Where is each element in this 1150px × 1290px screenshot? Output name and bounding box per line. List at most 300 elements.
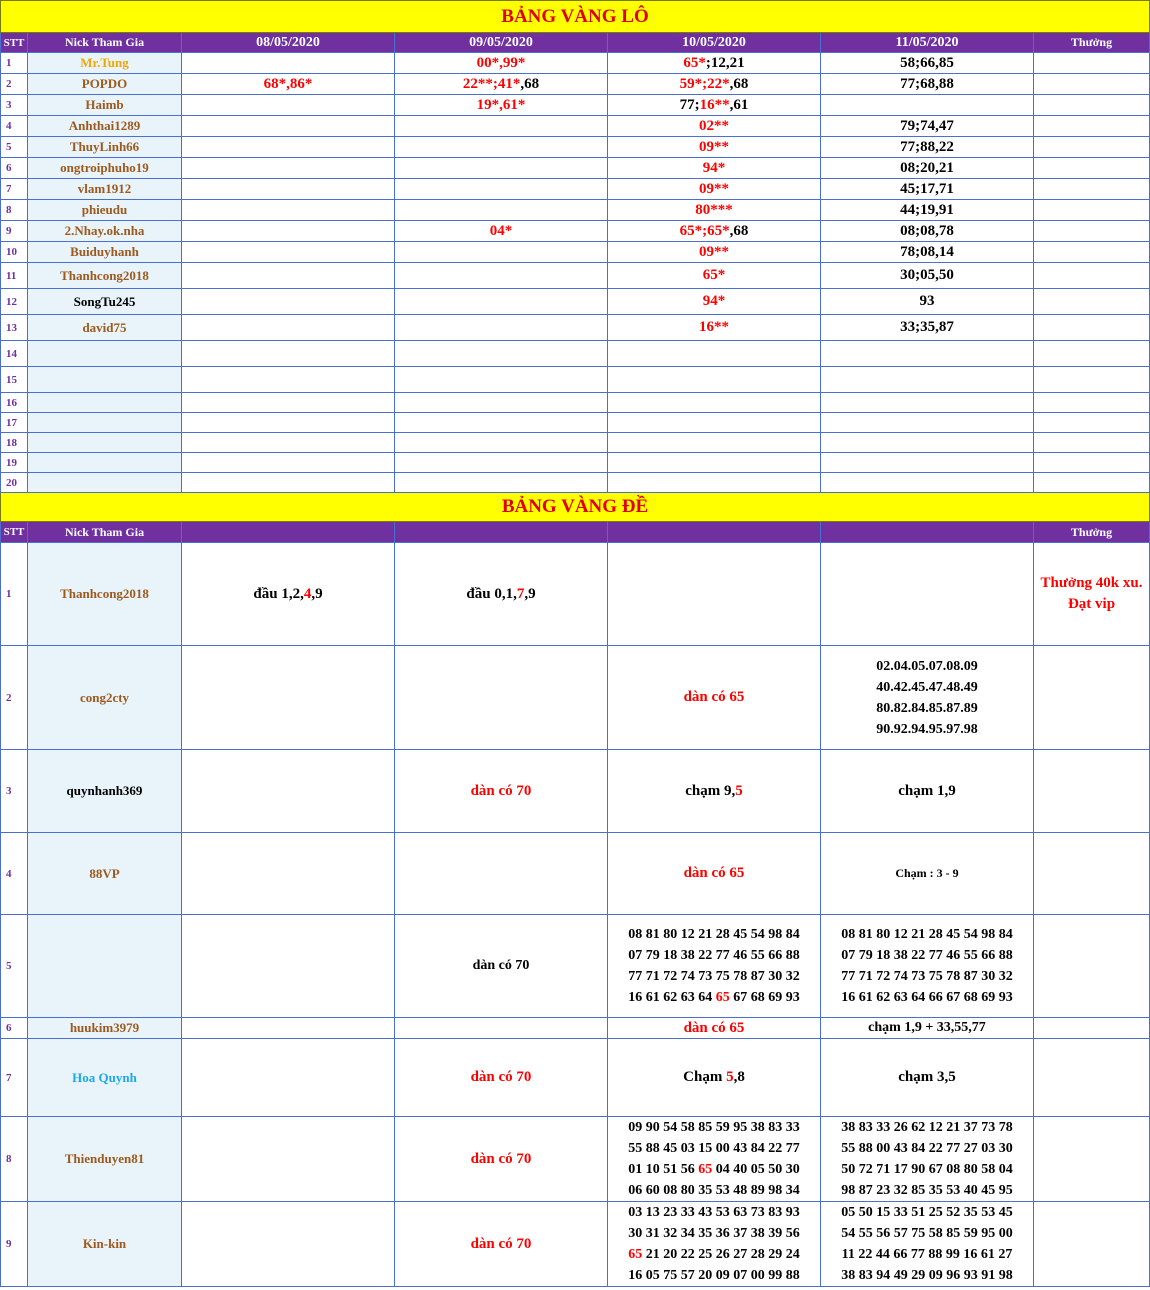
- row-nick: Haimb: [28, 95, 182, 116]
- de-title: BẢNG VÀNG ĐỀ: [1, 493, 1150, 522]
- number-line: 50 72 71 17 90 67 08 80 58 04: [841, 1162, 1013, 1177]
- cell-reward: [1034, 1039, 1150, 1117]
- table-row: [1, 750, 1150, 833]
- table-row: [1, 915, 1150, 1018]
- cell-1105: [821, 341, 1034, 367]
- header-date-1105: 11/05/2020: [821, 33, 1034, 53]
- row-nick: Hoa Quynh: [28, 1039, 182, 1117]
- cell-0805: [182, 200, 395, 221]
- number-line: 07 79 18 38 22 77 46 55 66 88: [628, 948, 800, 963]
- header-date-1005: 10/05/2020: [608, 33, 821, 53]
- row-stt: 5: [1, 915, 28, 1018]
- cell-0805: [182, 242, 395, 263]
- cell-part: ,68: [729, 75, 749, 92]
- row-nick: ThuyLinh66: [28, 137, 182, 158]
- header-date-0905: 09/05/2020: [395, 33, 608, 53]
- cell-part: 65: [715, 990, 730, 1005]
- row-nick: 2.Nhay.ok.nha: [28, 221, 182, 242]
- cell-1105: 33;35,87: [821, 315, 1034, 341]
- cell-1005: [608, 74, 821, 95]
- cell-0805: [182, 137, 395, 158]
- cell-1105: [821, 433, 1034, 453]
- cell-0905: dàn có 70: [395, 1117, 608, 1202]
- number-line: 09 90 54 58 85 59 95 38 83 33: [628, 1120, 800, 1135]
- row-nick: [28, 367, 182, 393]
- cell-part: ,68: [729, 222, 749, 239]
- table-row: [1, 433, 1150, 453]
- cell-0905: [395, 200, 608, 221]
- cell-reward: [1034, 137, 1150, 158]
- row-stt: 11: [1, 263, 28, 289]
- row-nick: ongtroiphuho19: [28, 158, 182, 179]
- row-nick: phieudu: [28, 200, 182, 221]
- cell-1005: [608, 543, 821, 646]
- cell-1105: [821, 473, 1034, 493]
- cell-1105: [821, 413, 1034, 433]
- de-header-row: [1, 522, 1150, 543]
- number-line: 38 83 94 49 29 09 96 93 91 98: [841, 1268, 1013, 1283]
- cell-0905: [395, 367, 608, 393]
- cell-0805: [182, 833, 395, 915]
- row-nick: [28, 413, 182, 433]
- row-stt: 13: [1, 315, 28, 341]
- table-row: [1, 242, 1150, 263]
- row-stt: 1: [1, 543, 28, 646]
- cell-0805: [182, 646, 395, 750]
- cell-part: 7: [516, 585, 525, 602]
- row-nick: cong2cty: [28, 646, 182, 750]
- cell-part: đầu 1,2,: [253, 585, 304, 602]
- table-row: [1, 1018, 1150, 1039]
- cell-0905: [395, 453, 608, 473]
- table-row: [1, 221, 1150, 242]
- cell-reward: [1034, 453, 1150, 473]
- cell-1105: Chạm : 3 - 9: [821, 833, 1034, 915]
- cell-1005: [608, 95, 821, 116]
- cell-1005: [608, 433, 821, 453]
- cell-0905: [395, 74, 608, 95]
- cell-reward: [1034, 543, 1150, 646]
- cell-part: 04 40 05 50 30: [712, 1162, 800, 1177]
- cell-reward: [1034, 915, 1150, 1018]
- cell-1005: 94*: [608, 158, 821, 179]
- cell-0805: [182, 915, 395, 1018]
- number-line: 05 50 15 33 51 25 52 35 53 45: [841, 1205, 1013, 1220]
- cell-0905: [395, 116, 608, 137]
- cell-0805: [182, 158, 395, 179]
- cell-0905: [395, 433, 608, 453]
- cell-1005: dàn có 65: [608, 833, 821, 915]
- number-line: 38 83 33 26 62 12 21 37 73 78: [841, 1120, 1013, 1135]
- cell-1005: 16**: [608, 315, 821, 341]
- cell-0805: [182, 1018, 395, 1039]
- cell-1105: chạm 3,5: [821, 1039, 1034, 1117]
- number-line: 03 13 23 33 43 53 63 73 83 93: [628, 1205, 800, 1220]
- cell-0805: [182, 341, 395, 367]
- cell-0805: [182, 413, 395, 433]
- table-row: [1, 1202, 1150, 1287]
- row-nick: [28, 915, 182, 1018]
- header-nick: Nick Tham Gia: [28, 522, 182, 543]
- cell-1005: 80***: [608, 200, 821, 221]
- cell-0905: [395, 473, 608, 493]
- cell-1105: 30;05,50: [821, 263, 1034, 289]
- row-stt: 15: [1, 367, 28, 393]
- cell-0905: [395, 393, 608, 413]
- number-line: [608, 987, 820, 1008]
- cell-1105: 44;19,91: [821, 200, 1034, 221]
- table-row: [1, 95, 1150, 116]
- row-nick: POPDO: [28, 74, 182, 95]
- cell-part: 5: [726, 1069, 734, 1085]
- cell-1105: [821, 367, 1034, 393]
- cell-0905: [395, 263, 608, 289]
- cell-reward: [1034, 367, 1150, 393]
- row-stt: 14: [1, 341, 28, 367]
- row-nick: Kin-kin: [28, 1202, 182, 1287]
- cell-1105: [821, 1117, 1034, 1202]
- cell-0905: [395, 543, 608, 646]
- row-stt: 19: [1, 453, 28, 473]
- cell-part: 67 68 69 93: [729, 990, 800, 1005]
- cell-0905: 19*,61*: [395, 95, 608, 116]
- cell-0805: [182, 453, 395, 473]
- header-reward: Thưởng: [1034, 33, 1150, 53]
- lo-title: BẢNG VÀNG LÔ: [1, 1, 1150, 33]
- cell-1105: 78;08,14: [821, 242, 1034, 263]
- cell-1105: [821, 646, 1034, 750]
- number-line: 77 71 72 74 73 75 78 87 30 32: [628, 969, 800, 984]
- cell-0905: dàn có 70: [395, 750, 608, 833]
- cell-1105: [821, 915, 1034, 1018]
- cell-0805: [182, 750, 395, 833]
- cell-1105: chạm 1,9 + 33,55,77: [821, 1018, 1034, 1039]
- row-stt: 10: [1, 242, 28, 263]
- cell-reward: [1034, 200, 1150, 221]
- cell-part: ;12,21: [705, 54, 745, 71]
- cell-0905: [395, 158, 608, 179]
- table-row: [1, 1117, 1150, 1202]
- cell-part: 65*: [683, 54, 706, 71]
- cell-1005: 09**: [608, 242, 821, 263]
- cell-0805: [182, 367, 395, 393]
- table-row: [1, 158, 1150, 179]
- cell-0905: [395, 137, 608, 158]
- header-stt: STT: [1, 33, 28, 53]
- cell-part: chạm 9,: [685, 782, 736, 799]
- number-line: 11 22 44 66 77 88 99 16 61 27: [841, 1247, 1013, 1262]
- cell-0905: [395, 1018, 608, 1039]
- cell-0905: [395, 315, 608, 341]
- row-nick: [28, 453, 182, 473]
- header-date-0805: 08/05/2020: [182, 33, 395, 53]
- cell-1005: dàn có 65: [608, 1018, 821, 1039]
- table-row: [1, 341, 1150, 367]
- cell-0905: [395, 413, 608, 433]
- cell-part: ,9: [311, 585, 323, 602]
- cell-0905: [395, 179, 608, 200]
- cell-reward: [1034, 116, 1150, 137]
- row-stt: 4: [1, 116, 28, 137]
- cell-1005: 94*: [608, 289, 821, 315]
- cell-1105: 79;74,47: [821, 116, 1034, 137]
- cell-0805: [182, 116, 395, 137]
- cell-1105: chạm 1,9: [821, 750, 1034, 833]
- cell-part: 65*;65*: [679, 222, 730, 239]
- table-row: [1, 1039, 1150, 1117]
- cell-part: ,8: [733, 1069, 745, 1085]
- cell-reward: [1034, 95, 1150, 116]
- table-row: [1, 453, 1150, 473]
- row-stt: 12: [1, 289, 28, 315]
- cell-part: ,68: [520, 75, 540, 92]
- cell-0905: [395, 833, 608, 915]
- row-nick: Mr.Tung: [28, 53, 182, 74]
- number-line: [608, 1244, 820, 1265]
- cell-0805: [182, 1202, 395, 1287]
- cell-reward: [1034, 221, 1150, 242]
- header-nick: Nick Tham Gia: [28, 33, 182, 53]
- cell-1105: [821, 543, 1034, 646]
- cell-reward: [1034, 315, 1150, 341]
- cell-0805: [182, 1039, 395, 1117]
- header-empty: [608, 522, 821, 543]
- number-line: 08 81 80 12 21 28 45 54 98 84: [628, 927, 800, 942]
- number-line: 55 88 00 43 84 22 77 27 03 30: [841, 1141, 1013, 1156]
- number-line: 30 31 32 34 35 36 37 38 39 56: [628, 1226, 800, 1241]
- cell-1005: [608, 221, 821, 242]
- table-row: [1, 53, 1150, 74]
- table-row: [1, 393, 1150, 413]
- row-stt: 18: [1, 433, 28, 453]
- cell-part: 59*;22*: [679, 75, 730, 92]
- number-line: 80.82.84.85.87.89: [876, 700, 978, 716]
- cell-part: 65: [698, 1162, 713, 1177]
- cell-1005: [608, 393, 821, 413]
- row-stt: 5: [1, 137, 28, 158]
- cell-part: 16**: [699, 96, 730, 113]
- table-row: [1, 367, 1150, 393]
- table-row: [1, 413, 1150, 433]
- row-nick: david75: [28, 315, 182, 341]
- row-nick: Thienduyen81: [28, 1117, 182, 1202]
- number-line: 06 60 08 80 35 53 48 89 98 34: [628, 1183, 800, 1198]
- table-row: [1, 543, 1150, 646]
- row-nick: vlam1912: [28, 179, 182, 200]
- table-row: [1, 74, 1150, 95]
- cell-reward: [1034, 646, 1150, 750]
- header-empty: [182, 522, 395, 543]
- number-line: 16 05 75 57 20 09 07 00 99 88: [628, 1268, 800, 1283]
- cell-0905: [395, 646, 608, 750]
- cell-1005: [608, 750, 821, 833]
- cell-0805: [182, 543, 395, 646]
- cell-0905: dàn có 70: [395, 1039, 608, 1117]
- reward-line: Đạt vip: [1067, 596, 1116, 612]
- cell-1105: 77;88,22: [821, 137, 1034, 158]
- table-row: [1, 137, 1150, 158]
- cell-part: đầu 0,1,: [466, 585, 517, 602]
- row-nick: [28, 433, 182, 453]
- cell-1005: [608, 1202, 821, 1287]
- cell-1005: [608, 413, 821, 433]
- cell-1105: 58;66,85: [821, 53, 1034, 74]
- cell-reward: [1034, 341, 1150, 367]
- cell-0905: 00*,99*: [395, 53, 608, 74]
- cell-part: 01 10 51 56: [628, 1162, 699, 1177]
- cell-reward: [1034, 393, 1150, 413]
- cell-0905: dàn có 70: [395, 1202, 608, 1287]
- table-row: [1, 116, 1150, 137]
- row-stt: 4: [1, 833, 28, 915]
- cell-reward: [1034, 433, 1150, 453]
- row-nick: Buiduyhanh: [28, 242, 182, 263]
- row-stt: 7: [1, 1039, 28, 1117]
- cell-1005: [608, 915, 821, 1018]
- row-nick: 88VP: [28, 833, 182, 915]
- number-line: 16 61 62 63 64 66 67 68 69 93: [841, 990, 1013, 1005]
- row-stt: 20: [1, 473, 28, 493]
- cell-0805: [182, 315, 395, 341]
- cell-0805: 68*,86*: [182, 74, 395, 95]
- row-stt: 9: [1, 1202, 28, 1287]
- cell-part: 22**;41*: [462, 75, 521, 92]
- row-stt: 8: [1, 200, 28, 221]
- number-line: 07 79 18 38 22 77 46 55 66 88: [841, 948, 1013, 963]
- row-stt: 16: [1, 393, 28, 413]
- cell-reward: [1034, 1018, 1150, 1039]
- number-line: 08 81 80 12 21 28 45 54 98 84: [841, 927, 1013, 942]
- cell-0805: [182, 53, 395, 74]
- cell-reward: [1034, 473, 1150, 493]
- cell-1105: 08;20,21: [821, 158, 1034, 179]
- row-nick: Thanhcong2018: [28, 263, 182, 289]
- cell-reward: [1034, 413, 1150, 433]
- row-stt: 8: [1, 1117, 28, 1202]
- number-line: 02.04.05.07.08.09: [876, 658, 978, 674]
- cell-1005: 65*: [608, 263, 821, 289]
- cell-reward: [1034, 74, 1150, 95]
- row-stt: 3: [1, 95, 28, 116]
- cell-0805: [182, 95, 395, 116]
- cell-reward: [1034, 289, 1150, 315]
- cell-reward: [1034, 53, 1150, 74]
- number-line: 54 55 56 57 75 58 85 59 95 00: [841, 1226, 1013, 1241]
- cell-1005: [608, 53, 821, 74]
- cell-0905: dàn có 70: [395, 915, 608, 1018]
- cell-reward: [1034, 242, 1150, 263]
- cell-1005: 02**: [608, 116, 821, 137]
- cell-part: 21 20 22 25 26 27 28 29 24: [642, 1247, 800, 1262]
- table-row: [1, 200, 1150, 221]
- cell-part: 4: [303, 585, 312, 602]
- number-line: 40.42.45.47.48.49: [876, 679, 978, 695]
- row-stt: 6: [1, 158, 28, 179]
- header-stt: STT: [1, 522, 28, 543]
- row-stt: 1: [1, 53, 28, 74]
- row-stt: 7: [1, 179, 28, 200]
- row-nick: quynhanh369: [28, 750, 182, 833]
- row-nick: [28, 341, 182, 367]
- number-line: 90.92.94.95.97.98: [876, 721, 978, 737]
- cell-part: 5: [735, 782, 743, 799]
- cell-reward: [1034, 750, 1150, 833]
- row-stt: 6: [1, 1018, 28, 1039]
- cell-1105: [821, 95, 1034, 116]
- cell-part: ,9: [524, 585, 536, 602]
- cell-1105: 45;17,71: [821, 179, 1034, 200]
- cell-0905: 04*: [395, 221, 608, 242]
- cell-reward: [1034, 263, 1150, 289]
- cell-part: 77;: [679, 96, 700, 113]
- header-empty: [395, 522, 608, 543]
- cell-reward: [1034, 833, 1150, 915]
- row-stt: 2: [1, 74, 28, 95]
- table-row: [1, 646, 1150, 750]
- number-line: 98 87 23 32 85 35 53 40 45 95: [841, 1183, 1013, 1198]
- cell-part: 16 61 62 63 64: [628, 990, 716, 1005]
- cell-1005: 09**: [608, 137, 821, 158]
- cell-1005: dàn có 65: [608, 646, 821, 750]
- cell-1005: [608, 367, 821, 393]
- number-line: [608, 1159, 820, 1180]
- cell-0805: [182, 1117, 395, 1202]
- cell-part: 65: [628, 1247, 643, 1262]
- header-reward: Thưởng: [1034, 522, 1150, 543]
- cell-0805: [182, 289, 395, 315]
- table-row: [1, 289, 1150, 315]
- cell-1105: [821, 453, 1034, 473]
- row-stt: 2: [1, 646, 28, 750]
- cell-part: ,61: [729, 96, 749, 113]
- table-row: [1, 833, 1150, 915]
- row-stt: 9: [1, 221, 28, 242]
- cell-0905: [395, 341, 608, 367]
- cell-part: Chạm: [683, 1069, 727, 1085]
- cell-1005: [608, 473, 821, 493]
- row-nick: Anhthai1289: [28, 116, 182, 137]
- cell-1005: [608, 1039, 821, 1117]
- row-nick: SongTu245: [28, 289, 182, 315]
- row-stt: 17: [1, 413, 28, 433]
- number-line: 55 88 45 03 15 00 43 84 22 77: [628, 1141, 800, 1156]
- cell-reward: [1034, 1202, 1150, 1287]
- reward-line: Thưởng 40k xu.: [1040, 575, 1143, 591]
- lo-header-row: [1, 33, 1150, 53]
- cell-1105: 77;68,88: [821, 74, 1034, 95]
- cell-reward: [1034, 158, 1150, 179]
- row-nick: huukim3979: [28, 1018, 182, 1039]
- row-stt: 3: [1, 750, 28, 833]
- cell-0805: [182, 473, 395, 493]
- table-row: [1, 179, 1150, 200]
- cell-1005: 09**: [608, 179, 821, 200]
- cell-1005: [608, 453, 821, 473]
- cell-0805: [182, 393, 395, 413]
- header-empty: [821, 522, 1034, 543]
- cell-reward: [1034, 1117, 1150, 1202]
- row-nick: [28, 473, 182, 493]
- cell-1105: [821, 1202, 1034, 1287]
- cell-reward: [1034, 179, 1150, 200]
- number-line: 77 71 72 74 73 75 78 87 30 32: [841, 969, 1013, 984]
- cell-0805: [182, 433, 395, 453]
- cell-1105: 93: [821, 289, 1034, 315]
- table-row: [1, 315, 1150, 341]
- row-nick: Thanhcong2018: [28, 543, 182, 646]
- cell-1105: 08;08,78: [821, 221, 1034, 242]
- cell-1005: [608, 341, 821, 367]
